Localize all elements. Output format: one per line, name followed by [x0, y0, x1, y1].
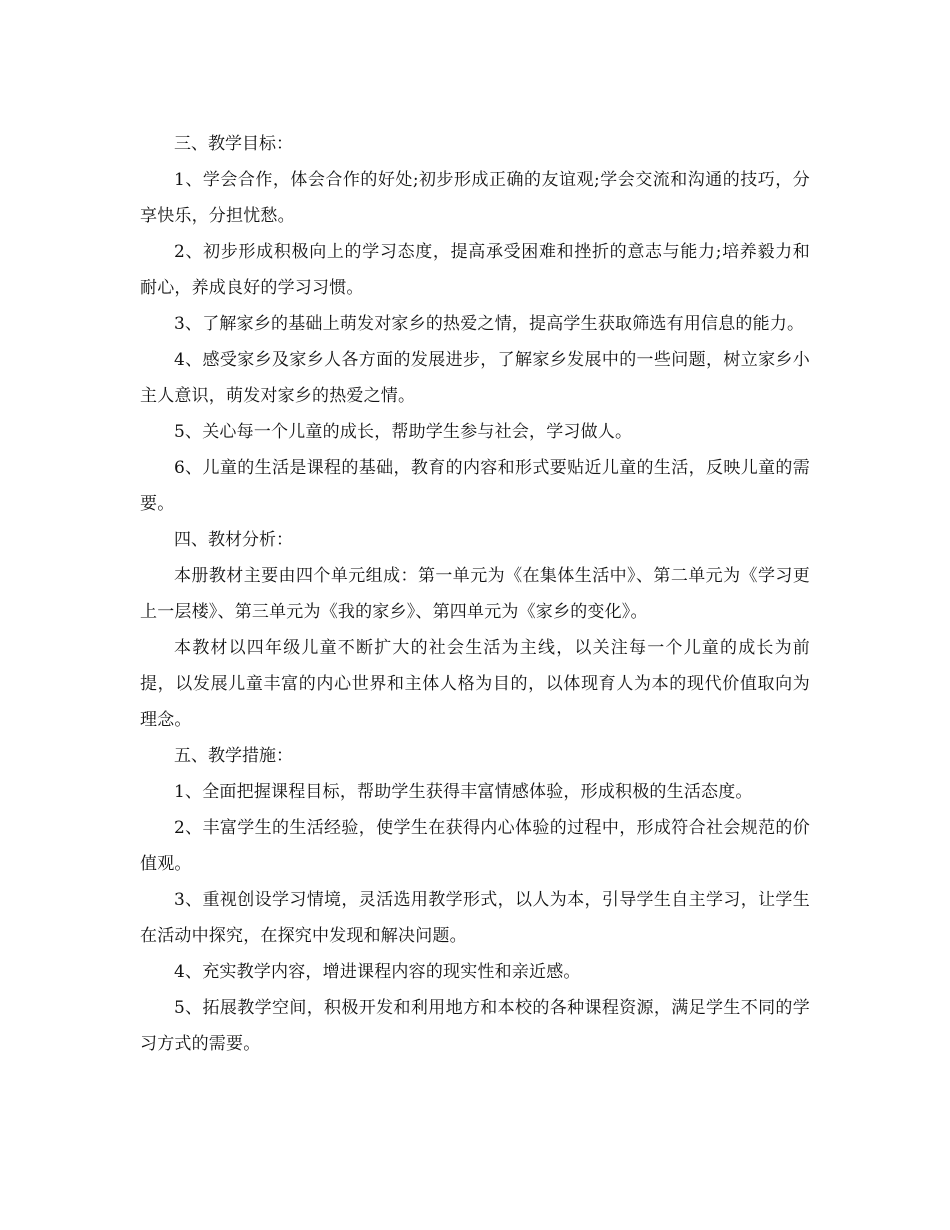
objective-paragraph: 2、初步形成积极向上的学习态度，提高承受困难和挫折的意志与能力;培养毅力和耐心，养成良好的学习习惯。	[140, 242, 810, 298]
measure-paragraph: 5、拓展教学空间，积极开发和利用地方和本校的各种课程资源，满足学生不同的学习方式的需要。	[140, 998, 810, 1054]
section-heading-measures: 五、教学措施：	[174, 746, 293, 766]
analysis-paragraph: 本册教材主要由四个单元组成：第一单元为《在集体生活中》、第二单元为《学习更上一层楼》、第三单元为《我的家乡》、第四单元为《家乡的变化》。	[140, 566, 810, 622]
objective-paragraph: 4、感受家乡及家乡人各方面的发展进步，了解家乡发展中的一些问题，树立家乡小主人意识，萌发对家乡的热爱之情。	[140, 350, 810, 406]
measure-paragraph: 3、重视创设学习情境，灵活选用教学形式，以人为本，引导学生自主学习，让学生在活动中探究，在探究中发现和解决问题。	[140, 890, 810, 946]
objective-paragraph: 3、了解家乡的基础上萌发对家乡的热爱之情，提高学生获取筛选有用信息的能力。	[174, 314, 805, 334]
analysis-paragraph: 本教材以四年级儿童不断扩大的社会生活为主线，以关注每一个儿童的成长为前提，以发展儿童丰富的内心世界和主体人格为目的，以体现育人为本的现代价值取向为理念。	[140, 638, 810, 730]
section-heading-textbook-analysis: 四、教材分析：	[174, 530, 293, 550]
measure-paragraph: 2、丰富学生的生活经验，使学生在获得内心体验的过程中，形成符合社会规范的价值观。	[140, 818, 810, 874]
objective-paragraph: 5、关心每一个儿童的成长，帮助学生参与社会，学习做人。	[174, 422, 633, 442]
measure-paragraph: 4、充实教学内容，增进课程内容的现实性和亲近感。	[174, 962, 581, 982]
section-heading-objectives: 三、教学目标：	[174, 134, 293, 154]
objective-paragraph: 1、学会合作，体会合作的好处;初步形成正确的友谊观;学会交流和沟通的技巧，分享快乐，分担忧愁。	[140, 170, 810, 226]
measure-paragraph: 1、全面把握课程目标，帮助学生获得丰富情感体验，形成积极的生活态度。	[174, 782, 753, 802]
objective-paragraph: 6、儿童的生活是课程的基础，教育的内容和形式要贴近儿童的生活，反映儿童的需要。	[140, 458, 810, 514]
